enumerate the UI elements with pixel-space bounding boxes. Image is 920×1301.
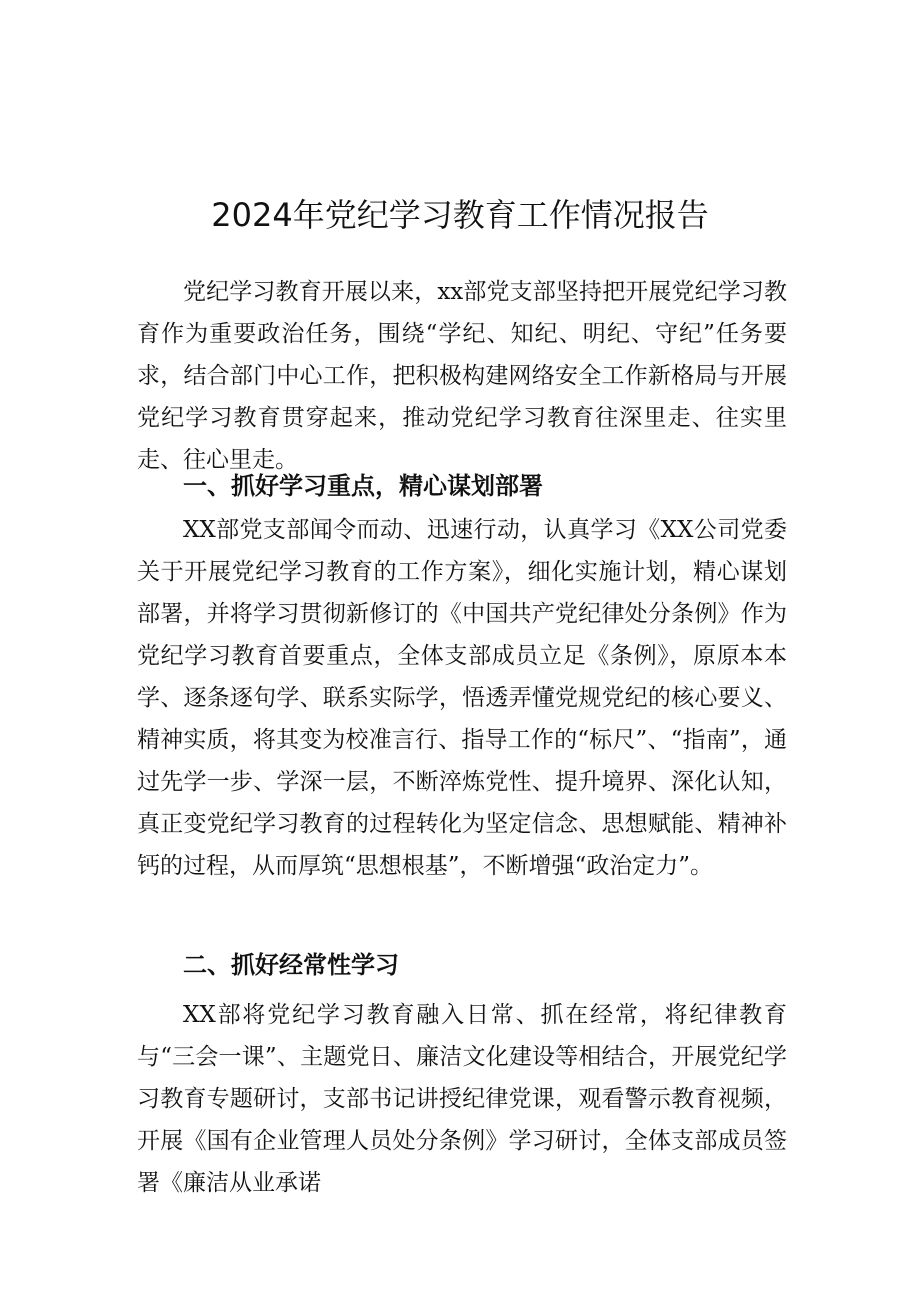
- section-heading-2: 二、抓好经常性学习: [183, 951, 399, 979]
- section-body-1: XX部党支部闻令而动、迅速行动，认真学习《XX公司党委关于开展党纪学习教育的工作方案》，细化实施计划，精心谋划部署，并将学习贯彻新修订的《中国共产党纪律处分条例》作为党纪学习教育首要重点，全体支部成员立足《条例》，原原本本学、逐条逐句学、联系实际学，悟透弄懂党规党纪的核心要义、精神实质，将其变为校准言行、指导工作的“标尺”、“指南”，通过先学一步、学深一层，不断淬炼党性、提升境界、深化认知，真正变党纪学习教育的过程转化为坚定信念、思想赋能、精神补钙的过程，从而厚筑“思想根基”，不断增强“政治定力”。: [137, 517, 787, 879]
- section-heading-1: 一、抓好学习重点，精心谋划部署: [183, 472, 543, 500]
- document-title: 2024年党纪学习教育工作情况报告: [211, 196, 709, 235]
- intro-paragraph: 党纪学习教育开展以来，xx部党支部坚持把开展党纪学习教育作为重要政治任务，围绕“学纪、知纪、明纪、守纪”任务要求，结合部门中心工作，把积极构建网络安全工作新格局与开展党纪学习教育贯穿起来，推动党纪学习教育往深里走、往实里走、往心里走。: [137, 279, 787, 473]
- section-body-2: XX部将党纪学习教育融入日常、抓在经常，将纪律教育与“三会一课”、主题党日、廉洁文化建设等相结合，开展党纪学习教育专题研讨，支部书记讲授纪律党课，观看警示教育视频，开展《国有企业管理人员处分条例》学习研讨，全体支部成员签署《廉洁从业承诺: [137, 1002, 787, 1196]
